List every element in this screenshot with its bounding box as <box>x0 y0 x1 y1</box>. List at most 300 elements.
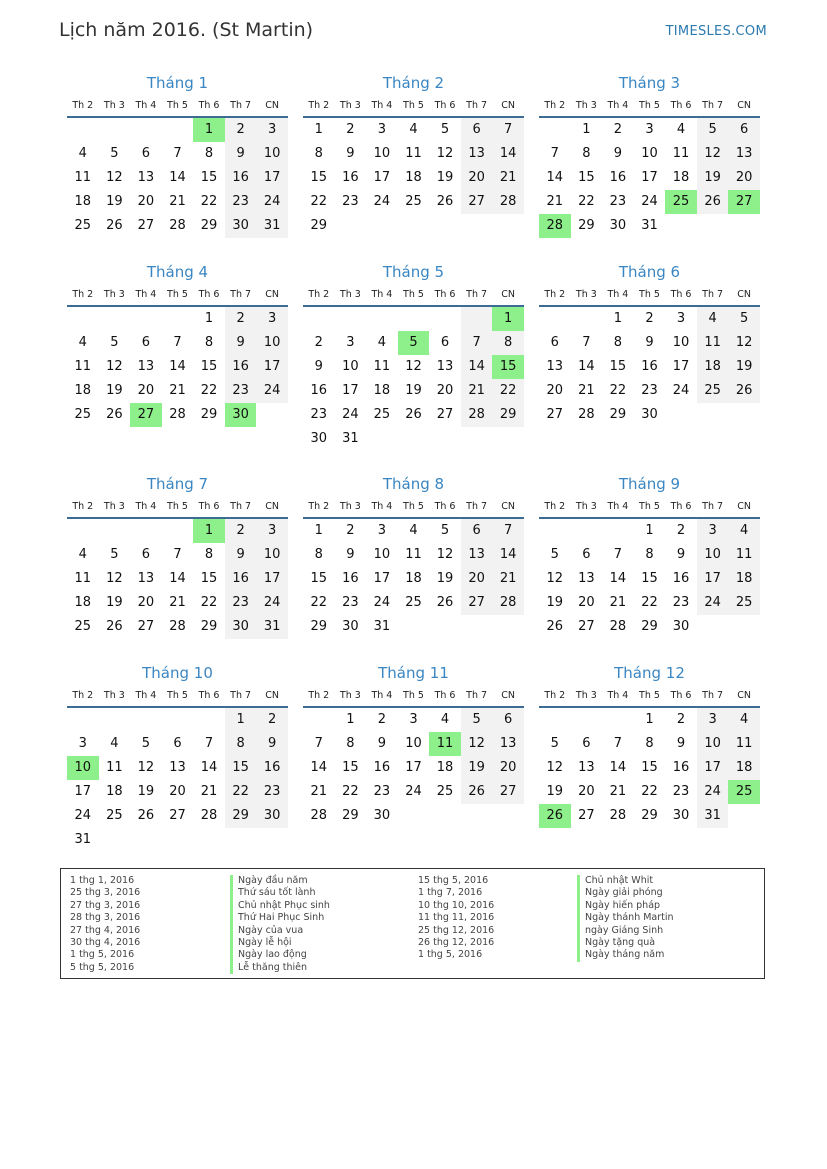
calendar-day[interactable]: 26 <box>405 407 422 422</box>
calendar-day[interactable]: 31 <box>74 832 92 847</box>
calendar-day[interactable]: 8 <box>314 547 323 562</box>
calendar-day[interactable]: 29 <box>200 619 218 634</box>
calendar-day[interactable]: 5 <box>550 547 559 562</box>
calendar-day[interactable]: 13 <box>578 571 595 586</box>
calendar-day[interactable]: 26 <box>546 619 564 634</box>
calendar-day[interactable]: 3 <box>697 708 729 732</box>
calendar-day[interactable]: 22 <box>310 194 328 209</box>
calendar-day[interactable]: 26 <box>106 619 123 634</box>
calendar-day[interactable]: 12 <box>436 146 454 161</box>
calendar-day[interactable]: 17 <box>256 355 288 379</box>
calendar-day[interactable]: 8 <box>314 146 323 161</box>
calendar-day[interactable]: 2 <box>314 335 323 350</box>
calendar-day[interactable]: 6 <box>141 547 151 562</box>
calendar-day[interactable]: 23 <box>342 595 359 610</box>
calendar-day[interactable]: 30 <box>672 619 690 634</box>
calendar-day[interactable]: 3 <box>346 335 355 350</box>
calendar-day[interactable]: 20 <box>728 166 760 190</box>
calendar-day[interactable]: 30 <box>342 619 359 634</box>
calendar-day[interactable]: 2 <box>346 523 355 538</box>
calendar-day[interactable]: 1 <box>346 712 355 727</box>
calendar-day[interactable]: 31 <box>373 619 391 634</box>
calendar-day[interactable]: 1 <box>225 708 257 732</box>
calendar-day[interactable]: 4 <box>728 708 760 732</box>
calendar-day[interactable]: 15 <box>200 170 218 185</box>
calendar-day[interactable]: 27 <box>461 190 493 214</box>
calendar-day[interactable]: 12 <box>405 359 422 374</box>
calendar-day[interactable]: 1 <box>582 122 591 137</box>
calendar-day[interactable]: 25 <box>665 190 697 214</box>
calendar-day[interactable]: 16 <box>225 166 257 190</box>
calendar-day[interactable]: 1 <box>314 523 323 538</box>
calendar-day[interactable]: 23 <box>373 784 391 799</box>
calendar-day[interactable]: 25 <box>697 379 729 403</box>
calendar-day[interactable]: 8 <box>204 146 214 161</box>
calendar-day[interactable]: 30 <box>225 403 257 427</box>
calendar-day[interactable]: 12 <box>106 571 123 586</box>
calendar-day[interactable]: 10 <box>67 756 99 780</box>
calendar-day[interactable]: 25 <box>436 784 454 799</box>
calendar-day[interactable]: 31 <box>256 615 288 639</box>
calendar-day[interactable]: 29 <box>310 619 328 634</box>
calendar-day[interactable]: 22 <box>200 383 218 398</box>
calendar-day[interactable]: 22 <box>578 194 595 209</box>
calendar-day[interactable]: 3 <box>256 519 288 543</box>
calendar-day[interactable]: 16 <box>373 760 391 775</box>
calendar-day[interactable]: 10 <box>373 547 391 562</box>
calendar-day[interactable]: 11 <box>672 146 690 161</box>
calendar-day[interactable]: 10 <box>256 331 288 355</box>
calendar-day[interactable]: 24 <box>74 808 92 823</box>
calendar-day[interactable]: 31 <box>342 431 359 446</box>
calendar-day[interactable]: 20 <box>578 595 595 610</box>
calendar-day[interactable]: 30 <box>310 431 328 446</box>
calendar-day[interactable]: 27 <box>436 407 454 422</box>
calendar-day[interactable]: 23 <box>256 780 288 804</box>
calendar-day[interactable]: 7 <box>173 547 182 562</box>
calendar-day[interactable]: 12 <box>137 760 155 775</box>
calendar-day[interactable]: 23 <box>672 595 690 610</box>
calendar-day[interactable]: 10 <box>256 543 288 567</box>
calendar-day[interactable]: 2 <box>377 712 387 727</box>
calendar-day[interactable]: 17 <box>256 567 288 591</box>
calendar-day[interactable]: 10 <box>373 146 391 161</box>
calendar-day[interactable]: 26 <box>436 194 454 209</box>
calendar-day[interactable]: 13 <box>436 359 454 374</box>
calendar-day[interactable]: 27 <box>461 591 493 615</box>
calendar-day[interactable]: 17 <box>672 359 690 374</box>
calendar-day[interactable]: 20 <box>492 756 524 780</box>
calendar-day[interactable]: 30 <box>373 808 391 823</box>
calendar-day[interactable]: 6 <box>173 736 182 751</box>
calendar-day[interactable]: 18 <box>697 355 729 379</box>
calendar-day[interactable]: 12 <box>546 760 564 775</box>
calendar-day[interactable]: 8 <box>204 547 214 562</box>
calendar-day[interactable]: 10 <box>405 736 422 751</box>
calendar-day[interactable]: 13 <box>461 543 493 567</box>
calendar-day[interactable]: 10 <box>641 146 658 161</box>
calendar-day[interactable]: 8 <box>645 736 654 751</box>
calendar-day[interactable]: 1 <box>645 523 654 538</box>
calendar-day[interactable]: 4 <box>697 307 729 331</box>
calendar-day[interactable]: 29 <box>200 218 218 233</box>
calendar-day[interactable]: 12 <box>697 142 729 166</box>
calendar-day[interactable]: 20 <box>461 567 493 591</box>
calendar-day[interactable]: 19 <box>546 784 564 799</box>
calendar-day[interactable]: 14 <box>200 760 218 775</box>
calendar-day[interactable]: 3 <box>409 712 418 727</box>
calendar-day[interactable]: 16 <box>310 383 328 398</box>
calendar-day[interactable]: 2 <box>225 118 257 142</box>
calendar-day[interactable]: 17 <box>697 756 729 780</box>
calendar-day[interactable]: 28 <box>461 403 493 427</box>
calendar-day[interactable]: 23 <box>342 194 359 209</box>
calendar-day[interactable]: 28 <box>609 808 627 823</box>
calendar-day[interactable]: 16 <box>225 567 257 591</box>
calendar-day[interactable]: 4 <box>409 122 418 137</box>
calendar-day[interactable]: 24 <box>672 383 690 398</box>
calendar-day[interactable]: 7 <box>492 519 524 543</box>
calendar-day[interactable]: 29 <box>492 403 524 427</box>
calendar-day[interactable]: 14 <box>609 760 627 775</box>
calendar-day[interactable]: 27 <box>137 619 155 634</box>
calendar-day[interactable]: 30 <box>256 804 288 828</box>
calendar-day[interactable]: 22 <box>641 784 658 799</box>
calendar-day[interactable]: 15 <box>200 359 218 374</box>
calendar-day[interactable]: 8 <box>613 335 623 350</box>
calendar-day[interactable]: 21 <box>609 784 627 799</box>
calendar-day[interactable]: 30 <box>641 407 658 422</box>
calendar-day[interactable]: 20 <box>137 383 155 398</box>
calendar-day[interactable]: 18 <box>405 571 422 586</box>
calendar-day[interactable]: 23 <box>225 190 257 214</box>
calendar-day[interactable]: 19 <box>461 756 493 780</box>
calendar-day[interactable]: 25 <box>405 194 422 209</box>
calendar-day[interactable]: 8 <box>492 331 524 355</box>
calendar-day[interactable]: 21 <box>200 784 218 799</box>
calendar-day[interactable]: 6 <box>492 708 524 732</box>
calendar-day[interactable]: 20 <box>137 194 155 209</box>
calendar-day[interactable]: 18 <box>74 194 92 209</box>
calendar-day[interactable]: 7 <box>204 736 214 751</box>
calendar-day[interactable]: 9 <box>676 736 686 751</box>
calendar-day[interactable]: 21 <box>169 194 186 209</box>
calendar-day[interactable]: 9 <box>613 146 623 161</box>
calendar-day[interactable]: 1 <box>193 519 225 543</box>
calendar-day[interactable]: 17 <box>74 784 92 799</box>
calendar-day[interactable]: 27 <box>578 619 595 634</box>
calendar-day[interactable]: 11 <box>405 547 422 562</box>
calendar-day[interactable]: 3 <box>256 307 288 331</box>
calendar-day[interactable]: 17 <box>373 571 391 586</box>
calendar-day[interactable]: 29 <box>641 808 658 823</box>
calendar-day[interactable]: 2 <box>346 122 355 137</box>
calendar-day[interactable]: 4 <box>377 335 387 350</box>
calendar-day[interactable]: 27 <box>578 808 595 823</box>
calendar-day[interactable]: 7 <box>173 146 182 161</box>
calendar-day[interactable]: 3 <box>377 122 387 137</box>
calendar-day[interactable]: 30 <box>225 214 257 238</box>
calendar-day[interactable]: 20 <box>436 383 454 398</box>
calendar-day[interactable]: 24 <box>256 591 288 615</box>
calendar-day[interactable]: 27 <box>728 190 760 214</box>
calendar-day[interactable]: 28 <box>200 808 218 823</box>
calendar-day[interactable]: 18 <box>728 567 760 591</box>
calendar-day[interactable]: 6 <box>582 736 591 751</box>
calendar-day[interactable]: 1 <box>204 311 214 326</box>
calendar-day[interactable]: 17 <box>697 567 729 591</box>
calendar-day[interactable]: 28 <box>169 407 186 422</box>
calendar-day[interactable]: 18 <box>74 595 92 610</box>
calendar-day[interactable]: 3 <box>697 519 729 543</box>
calendar-day[interactable]: 24 <box>256 190 288 214</box>
calendar-day[interactable]: 8 <box>645 547 654 562</box>
calendar-day[interactable]: 8 <box>225 732 257 756</box>
calendar-day[interactable]: 28 <box>492 190 524 214</box>
calendar-day[interactable]: 25 <box>74 407 92 422</box>
calendar-day[interactable]: 6 <box>440 335 450 350</box>
calendar-day[interactable]: 15 <box>641 760 658 775</box>
calendar-day[interactable]: 25 <box>74 218 92 233</box>
calendar-day[interactable]: 4 <box>78 547 87 562</box>
calendar-day[interactable]: 11 <box>405 146 422 161</box>
calendar-day[interactable]: 28 <box>169 619 186 634</box>
calendar-day[interactable]: 3 <box>676 311 686 326</box>
calendar-day[interactable]: 16 <box>672 571 690 586</box>
calendar-day[interactable]: 16 <box>256 756 288 780</box>
calendar-day[interactable]: 6 <box>461 118 493 142</box>
calendar-day[interactable]: 8 <box>346 736 355 751</box>
calendar-day[interactable]: 15 <box>225 756 257 780</box>
calendar-day[interactable]: 28 <box>609 619 627 634</box>
calendar-day[interactable]: 7 <box>613 736 623 751</box>
calendar-day[interactable]: 30 <box>225 615 257 639</box>
calendar-day[interactable]: 19 <box>436 571 454 586</box>
calendar-day[interactable]: 22 <box>492 379 524 403</box>
calendar-day[interactable]: 7 <box>582 335 591 350</box>
calendar-day[interactable]: 21 <box>546 194 564 209</box>
calendar-day[interactable]: 11 <box>106 760 123 775</box>
calendar-day[interactable]: 2 <box>676 523 686 538</box>
calendar-day[interactable]: 10 <box>342 359 359 374</box>
calendar-day[interactable]: 11 <box>697 331 729 355</box>
calendar-day[interactable]: 11 <box>74 359 92 374</box>
calendar-day[interactable]: 18 <box>74 383 92 398</box>
calendar-day[interactable]: 23 <box>225 379 257 403</box>
calendar-day[interactable]: 18 <box>373 383 391 398</box>
calendar-day[interactable]: 14 <box>492 543 524 567</box>
calendar-day[interactable]: 26 <box>106 407 123 422</box>
calendar-day[interactable]: 26 <box>697 190 729 214</box>
calendar-day[interactable]: 29 <box>578 218 595 233</box>
calendar-day[interactable]: 15 <box>200 571 218 586</box>
calendar-day[interactable]: 13 <box>461 142 493 166</box>
calendar-day[interactable]: 11 <box>74 571 92 586</box>
calendar-day[interactable]: 14 <box>169 571 186 586</box>
calendar-day[interactable]: 13 <box>137 170 155 185</box>
calendar-day[interactable]: 24 <box>405 784 422 799</box>
calendar-day[interactable]: 25 <box>74 619 92 634</box>
calendar-day[interactable]: 5 <box>461 708 493 732</box>
calendar-day[interactable]: 4 <box>78 146 87 161</box>
calendar-day[interactable]: 6 <box>582 547 591 562</box>
calendar-day[interactable]: 19 <box>405 383 422 398</box>
calendar-day[interactable]: 13 <box>137 359 155 374</box>
calendar-day[interactable]: 27 <box>169 808 186 823</box>
calendar-day[interactable]: 21 <box>578 383 595 398</box>
calendar-day[interactable]: 16 <box>342 170 359 185</box>
calendar-day[interactable]: 23 <box>609 194 627 209</box>
calendar-day[interactable]: 3 <box>645 122 654 137</box>
calendar-day[interactable]: 5 <box>110 547 119 562</box>
calendar-day[interactable]: 14 <box>546 170 564 185</box>
calendar-day[interactable]: 19 <box>697 166 729 190</box>
calendar-day[interactable]: 19 <box>546 595 564 610</box>
calendar-day[interactable]: 13 <box>169 760 186 775</box>
calendar-day[interactable]: 21 <box>492 166 524 190</box>
calendar-day[interactable]: 19 <box>106 595 123 610</box>
calendar-day[interactable]: 24 <box>373 595 391 610</box>
calendar-day[interactable]: 6 <box>728 118 760 142</box>
calendar-day[interactable]: 13 <box>492 732 524 756</box>
calendar-day[interactable]: 9 <box>314 359 323 374</box>
calendar-day[interactable]: 6 <box>550 335 559 350</box>
calendar-day[interactable]: 11 <box>728 543 760 567</box>
calendar-day[interactable]: 8 <box>204 335 214 350</box>
calendar-day[interactable]: 28 <box>492 591 524 615</box>
calendar-day[interactable]: 26 <box>137 808 155 823</box>
calendar-day[interactable]: 20 <box>169 784 186 799</box>
calendar-day[interactable]: 13 <box>728 142 760 166</box>
calendar-day[interactable]: 30 <box>672 808 690 823</box>
calendar-day[interactable]: 15 <box>641 571 658 586</box>
calendar-day[interactable]: 25 <box>728 591 760 615</box>
calendar-day[interactable]: 24 <box>373 194 391 209</box>
calendar-day[interactable]: 27 <box>130 403 162 427</box>
calendar-day[interactable]: 21 <box>310 784 328 799</box>
calendar-day[interactable]: 19 <box>137 784 155 799</box>
calendar-day[interactable]: 28 <box>169 218 186 233</box>
calendar-day[interactable]: 4 <box>78 335 87 350</box>
calendar-day[interactable]: 2 <box>613 122 623 137</box>
calendar-day[interactable]: 27 <box>137 218 155 233</box>
calendar-day[interactable]: 21 <box>169 595 186 610</box>
calendar-day[interactable]: 4 <box>440 712 450 727</box>
brand-link[interactable]: TIMESLES.COM <box>665 24 767 39</box>
calendar-day[interactable]: 16 <box>342 571 359 586</box>
calendar-day[interactable]: 7 <box>492 118 524 142</box>
calendar-day[interactable]: 2 <box>256 708 288 732</box>
calendar-day[interactable]: 10 <box>697 732 729 756</box>
calendar-day[interactable]: 3 <box>377 523 387 538</box>
calendar-day[interactable]: 26 <box>539 804 571 828</box>
calendar-day[interactable]: 22 <box>200 595 218 610</box>
calendar-day[interactable]: 26 <box>461 780 493 804</box>
calendar-day[interactable]: 12 <box>728 331 760 355</box>
calendar-day[interactable]: 15 <box>492 355 524 379</box>
calendar-day[interactable]: 17 <box>342 383 359 398</box>
calendar-day[interactable]: 13 <box>578 760 595 775</box>
calendar-day[interactable]: 25 <box>373 407 391 422</box>
calendar-day[interactable]: 24 <box>256 379 288 403</box>
calendar-day[interactable]: 20 <box>461 166 493 190</box>
calendar-day[interactable]: 10 <box>256 142 288 166</box>
calendar-day[interactable]: 4 <box>728 519 760 543</box>
calendar-day[interactable]: 2 <box>225 307 257 331</box>
calendar-day[interactable]: 14 <box>461 355 493 379</box>
calendar-day[interactable]: 21 <box>609 595 627 610</box>
calendar-day[interactable]: 22 <box>225 780 257 804</box>
calendar-day[interactable]: 2 <box>645 311 654 326</box>
calendar-day[interactable]: 9 <box>225 543 257 567</box>
calendar-day[interactable]: 19 <box>728 355 760 379</box>
calendar-day[interactable]: 5 <box>440 122 450 137</box>
calendar-day[interactable]: 28 <box>578 407 595 422</box>
calendar-day[interactable]: 20 <box>578 784 595 799</box>
calendar-day[interactable]: 14 <box>578 359 595 374</box>
calendar-day[interactable]: 15 <box>310 571 328 586</box>
calendar-day[interactable]: 12 <box>461 732 493 756</box>
calendar-day[interactable]: 16 <box>672 760 690 775</box>
calendar-day[interactable]: 17 <box>373 170 391 185</box>
calendar-day[interactable]: 9 <box>346 146 355 161</box>
calendar-day[interactable]: 12 <box>436 547 454 562</box>
calendar-day[interactable]: 9 <box>225 142 257 166</box>
calendar-day[interactable]: 21 <box>461 379 493 403</box>
calendar-day[interactable]: 15 <box>578 170 595 185</box>
calendar-day[interactable]: 15 <box>310 170 328 185</box>
calendar-day[interactable]: 12 <box>106 170 123 185</box>
calendar-day[interactable]: 27 <box>546 407 564 422</box>
calendar-day[interactable]: 5 <box>728 307 760 331</box>
calendar-day[interactable]: 14 <box>609 571 627 586</box>
calendar-day[interactable]: 16 <box>609 170 627 185</box>
calendar-day[interactable]: 3 <box>78 736 87 751</box>
calendar-day[interactable]: 7 <box>173 335 182 350</box>
calendar-day[interactable]: 9 <box>377 736 387 751</box>
calendar-day[interactable]: 7 <box>314 736 323 751</box>
calendar-day[interactable]: 26 <box>106 218 123 233</box>
calendar-day[interactable]: 24 <box>697 780 729 804</box>
calendar-day[interactable]: 17 <box>256 166 288 190</box>
calendar-day[interactable]: 27 <box>492 780 524 804</box>
calendar-day[interactable]: 16 <box>641 359 658 374</box>
calendar-day[interactable]: 31 <box>641 218 658 233</box>
calendar-day[interactable]: 24 <box>697 591 729 615</box>
calendar-day[interactable]: 15 <box>342 760 359 775</box>
calendar-day[interactable]: 19 <box>106 383 123 398</box>
calendar-day[interactable]: 2 <box>225 519 257 543</box>
calendar-day[interactable]: 23 <box>672 784 690 799</box>
calendar-day[interactable]: 29 <box>310 218 328 233</box>
calendar-day[interactable]: 29 <box>641 619 658 634</box>
calendar-day[interactable]: 4 <box>110 736 119 751</box>
calendar-day[interactable]: 23 <box>310 407 328 422</box>
calendar-day[interactable]: 4 <box>676 122 686 137</box>
calendar-day[interactable]: 22 <box>609 383 627 398</box>
calendar-day[interactable]: 13 <box>546 359 564 374</box>
calendar-day[interactable]: 9 <box>256 732 288 756</box>
calendar-day[interactable]: 5 <box>110 146 119 161</box>
calendar-day[interactable]: 5 <box>110 335 119 350</box>
calendar-day[interactable]: 1 <box>613 311 623 326</box>
calendar-day[interactable]: 14 <box>169 170 186 185</box>
calendar-day[interactable]: 16 <box>225 355 257 379</box>
calendar-day[interactable]: 18 <box>405 170 422 185</box>
calendar-day[interactable]: 18 <box>672 170 690 185</box>
calendar-day[interactable]: 24 <box>641 194 658 209</box>
calendar-day[interactable]: 12 <box>106 359 123 374</box>
